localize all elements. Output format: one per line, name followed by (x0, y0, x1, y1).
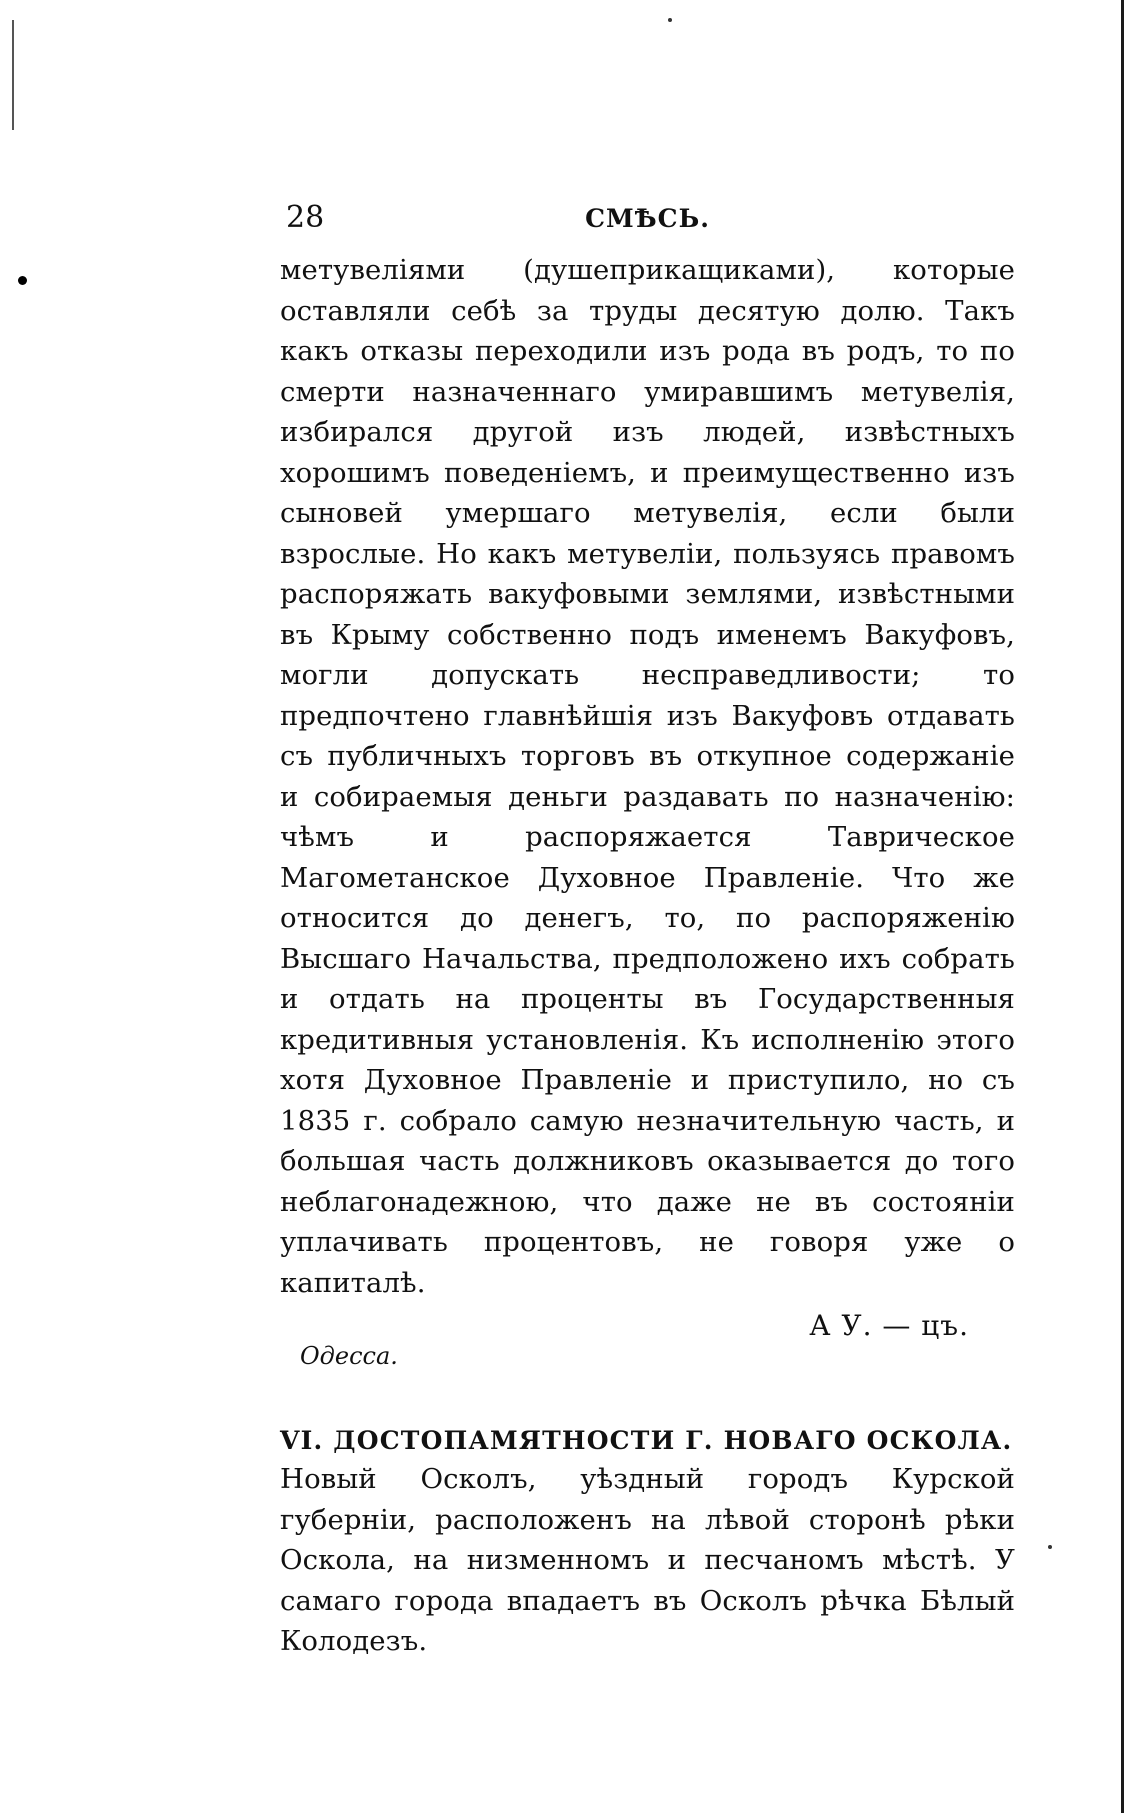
page-edge-line-left (12, 20, 14, 130)
page-number: 28 (286, 200, 325, 235)
page-edge-line (1121, 0, 1124, 1813)
author-signature: А У. — цъ. (809, 1309, 969, 1342)
ink-speck (668, 18, 672, 22)
running-head (280, 200, 1015, 250)
section-paragraph: Новый Осколъ, уѣздный городъ Курской губерніи, расположенъ на лѣвой сторонѣ рѣки Оскола, на низменномъ и песчаномъ мѣстѣ. У самаго города впадаетъ въ Осколъ рѣчка Бѣлый Колодезъ. (280, 1463, 1015, 1657)
place-of-writing: Одесса. (300, 1342, 398, 1370)
running-title: СМѢСЬ. (585, 204, 710, 233)
ink-speck (1048, 1545, 1052, 1549)
page-content (280, 200, 1015, 1662)
section-heading: VI. ДОСТОПАМЯТНОСТИ Г. НОВАГО ОСКОЛА. (280, 1426, 1013, 1455)
ink-spot (18, 276, 27, 285)
article-paragraph: метувеліями (душеприкащиками), которые оставляли себѣ за труды десятую долю. Такъ какъ отказы переходили изъ рода въ родъ, то по смерти назначеннаго умиравшимъ метувелія, избирался другой изъ людей, извѣстныхъ хорошимъ поведеніемъ, и преимущественно изъ сыновей умершаго метувелія, если были взрослые. Но какъ метувеліи, пользуясь правомъ распоряжать вакуфовыми землями, извѣстными въ Крыму собственно подъ именемъ Вакуфовъ, могли допускать несправедливости; то предпочтено главнѣйшія изъ Вакуфовъ отдавать съ публичныхъ торговъ въ откупное содержаніе и собираемыя деньги раздавать по назначенію: чѣмъ и распоряжается Таврическое Магометанское Духовное Правленіе. Что же относится до денегъ, то, по распоряженію Высшаго Начальства, предположено ихъ собрать и отдать на проценты въ Государственныя кредитивныя установленія. Къ исполненію этого хотя Духовное Правленіе и приступило, но съ 1835 г. собрало самую незначительную часть, и большая часть должниковъ оказывается до того неблагонадежною, что даже не въ состояніи уплачивать процентовъ, не говоря уже о капиталѣ. (280, 254, 1015, 1299)
